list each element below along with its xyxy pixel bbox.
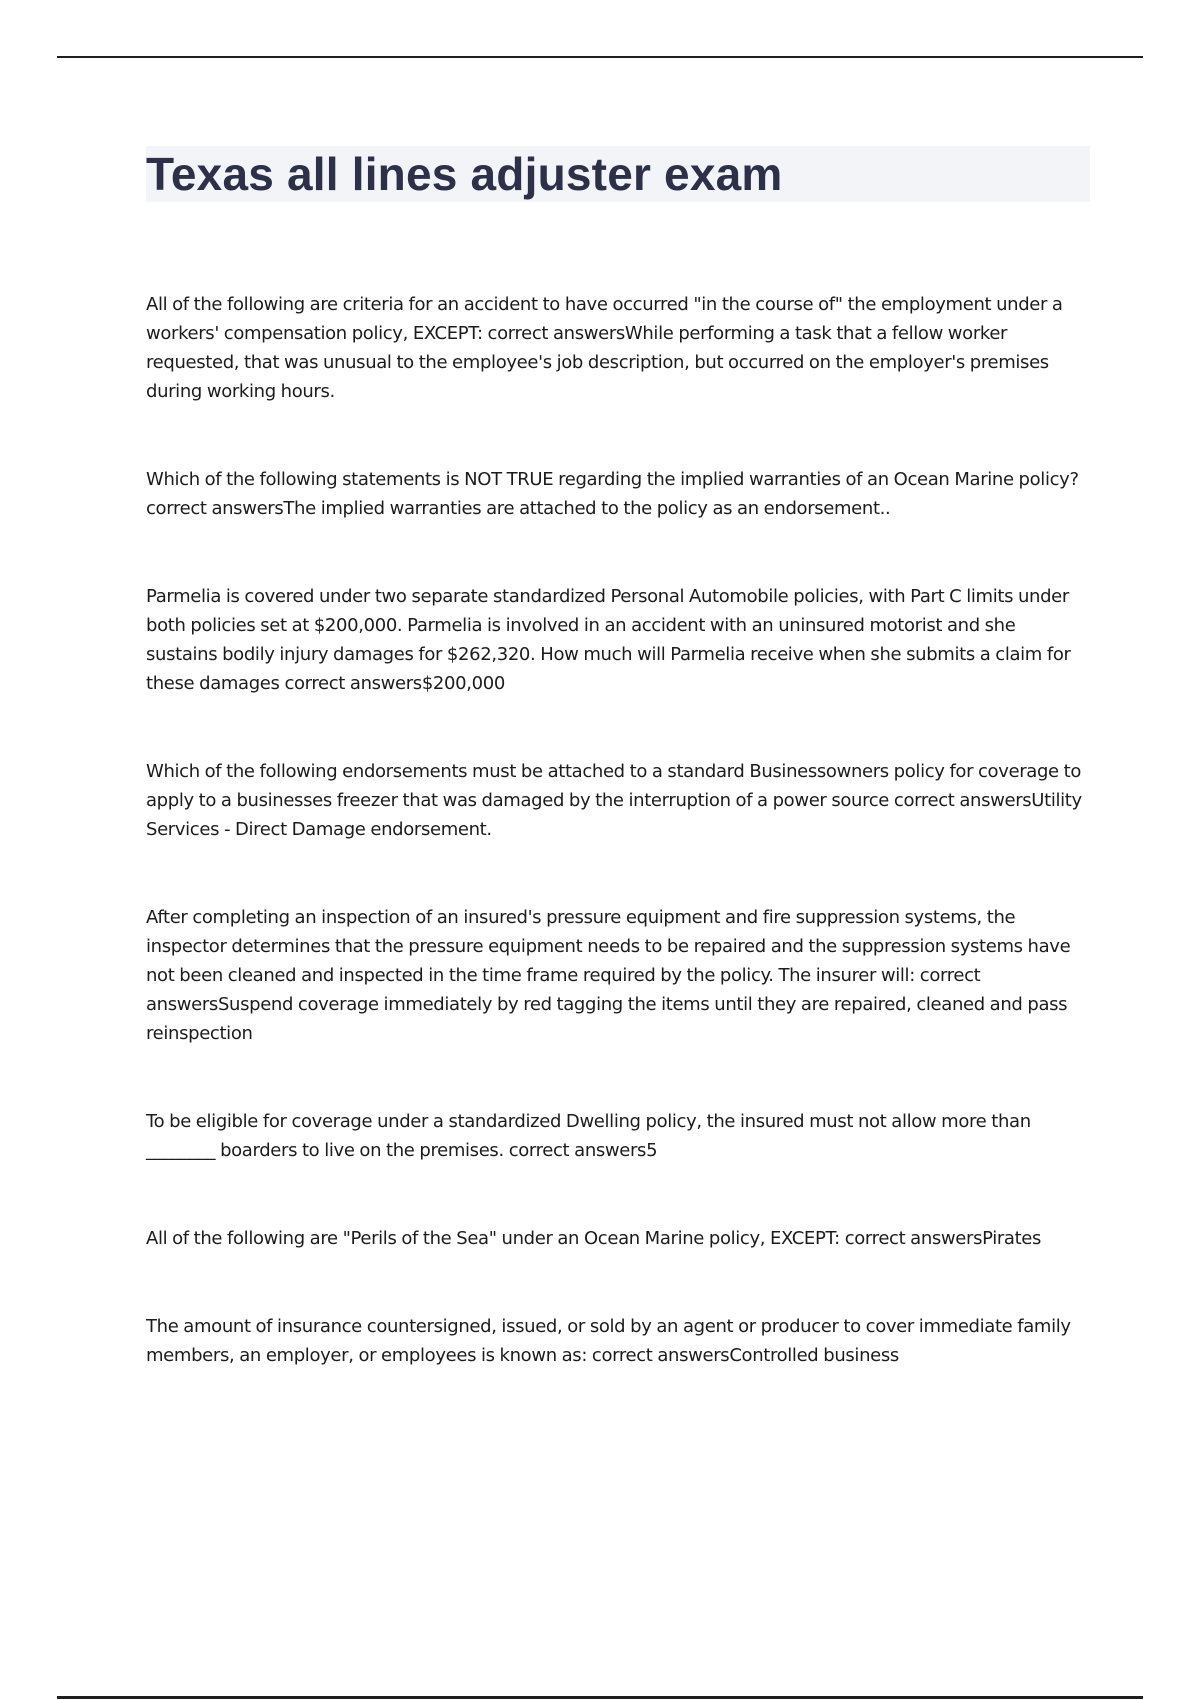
answer-text: Utility Services - Direct Damage endorsement. [146, 790, 1082, 840]
answer-text: Controlled business [729, 1345, 899, 1366]
answer-separator: correct answers [146, 498, 284, 519]
answer-separator: correct answers [844, 1228, 983, 1249]
qa-entry [146, 1312, 1086, 1370]
question-text: Which of the following endorsements must be attached to a standard Businessowners policy for coverage to apply to a businesses freezer that was damaged by the interruption of a power source [146, 761, 1082, 811]
qa-entry [146, 1224, 1086, 1253]
question-text: To be eligible for coverage under a standardized Dwelling policy, the insured must not allow more than ________ boarders to live on the premises. [146, 1111, 1031, 1161]
answer-separator: correct answers [591, 1345, 730, 1366]
qa-entry [146, 465, 1086, 523]
answer-text: While performing a task that a fellow worker requested, that was unusual to the employee's job description, but occurred on the employer's premises during working hours. [146, 323, 1049, 402]
answer-text: The implied warranties are attached to the policy as an endorsement.. [283, 498, 891, 519]
question-text: Parmelia is covered under two separate standardized Personal Automobile policies, with Part C limits under both policies set at $200,000. Parmelia is involved in an accident with an uninsured motorist and she sustains bodily injury damages for $262,320. How much will Parmelia receive when she submits a claim for these damages [146, 586, 1071, 694]
answer-separator: correct answers [146, 965, 981, 1015]
answer-separator: correct answers [508, 1140, 647, 1161]
answer-text: $200,000 [421, 673, 505, 694]
qa-entry [146, 903, 1086, 1048]
qa-entry [146, 757, 1086, 844]
qa-entry [146, 582, 1086, 698]
qa-entry [146, 1107, 1086, 1165]
question-text: The amount of insurance countersigned, issued, or sold by an agent or producer to cover immediate family members, an employer, or employees is known as: [146, 1316, 1071, 1366]
answer-text: 5 [646, 1140, 658, 1161]
question-text: Which of the following statements is NOT TRUE regarding the implied warranties of an Ocean Marine policy? [146, 469, 1079, 490]
qa-entry [146, 290, 1086, 406]
qa-list [146, 290, 1086, 1429]
footer-rule [57, 1696, 1143, 1699]
answer-separator: correct answers [487, 323, 625, 344]
question-text: All of the following are criteria for an accident to have occurred "in the course of" the employment under a workers' compensation policy, EXCEPT: [146, 294, 1063, 344]
question-text: After completing an inspection of an insured's pressure equipment and fire suppression systems, the inspector determines that the pressure equipment needs to be repaired and the suppression systems have not been cleaned and inspected in the time frame required by the policy. The insurer will: [146, 907, 1071, 986]
page-title: Texas all lines adjuster exam [146, 148, 783, 200]
question-text: All of the following are "Perils of the Sea" under an Ocean Marine policy, EXCEPT: [146, 1228, 845, 1249]
answer-text: Pirates [982, 1228, 1042, 1249]
answer-separator: correct answers [893, 790, 1032, 811]
header-rule [57, 56, 1143, 58]
answer-separator: correct answers [284, 673, 422, 694]
answer-text: Suspend coverage immediately by red tagging the items until they are repaired, cleaned and pass reinspection [146, 994, 1068, 1044]
